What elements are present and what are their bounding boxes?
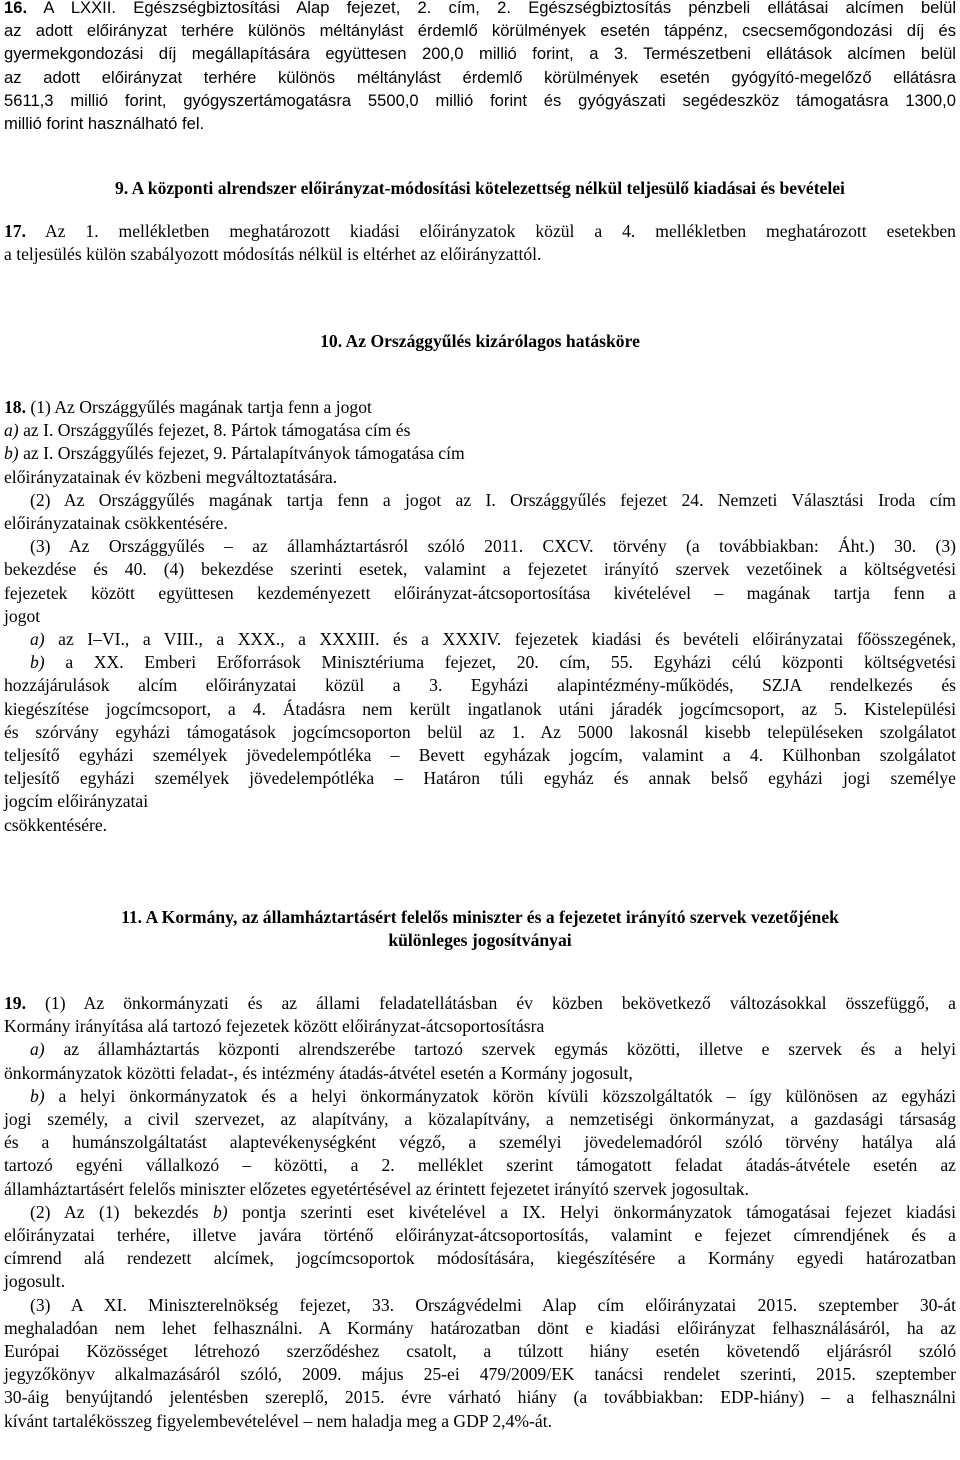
text-line: és a humánszolgáltatást alaptevékenységként végző, a személyi jövedelemadóról szóló törvény hatálya alá: [4, 1132, 956, 1153]
text-line: az adott előirányzat terhére különös méltánylást érdemlő körülmények esetén gyógyító-megelőző ellátásra: [4, 67, 956, 87]
text-line: előirányzatainak év közbeni megváltoztatására.: [4, 466, 338, 487]
text-line: Kormány irányítása alá tartozó fejezetek között előirányzat-átcsoportosításra: [4, 1016, 545, 1037]
point-marker: a): [30, 629, 45, 650]
text-line: előirányzatai terhére, illetve javára történő előirányzat-átcsoportosítás, valamint e fejezet címrendjének és a: [4, 1225, 956, 1246]
article-18: 18. (1) Az Országgyűlés magának tartja fenn a jogot a) az I. Országgyűlés fejezet, 8. Pártok támogatása cím és b) az I. Országgyűlés fejezet, 9. Pártalapítványok támogatása cím előirányzatainak év közbeni megváltoztatására. (2) Az Országgyűlés magának tartja fenn a jogot az I. Országgyűlés fejezet 24. Nemzeti Választási Iroda cím előirányzatainak csökkentésére. (3) Az Országgyűlés – az államháztartásról szóló 2011. CXCV. törvény (a továbbiakban: Áht.) 30. (3) bekezdése és 40. (4) bekezdése szerinti esetek, valamint a fejezetet irányító szervek vezetőinek a költségvetési fejezetek között együttesen kezdeményezett előirányzat-átcsoportosítása kivételével – magának tartja fenn a jogot a) az I–VI., a VIII., a XXX., a XXXIII. és a XXXIV. fejezetek kiadási és bevételi előirányzatai főösszegének, b) a XX. Emberi Erőforrások Minisztériuma fejezet, 20. cím, 55. Egyházi célú központi költségvetési hozzájárulások alcím előirányzatai közül a 3. Egyházi alapintézmény-működés, SZJA rendelkezés és kiegészítése jogcímcsoport, a 4. Átadásra nem került ingatlanok utáni járadék jogcímcsoport, az 5. Kistelepülési és szórvány egyházi támogatások jogcímcsoporton belül az 1. Az 5000 lakosnál kisebb településeken szolgálatot teljesítő egyházi személyek jövedelempótléka – Bevett egyházak jogcím, valamint a 4. Külhonban szolgálatot teljesítő egyházi személyek jövedelempótléka – Határon túli egyház és annak belső egyházi jogi személye jogcím előirányzatai csökkentésére.: [4, 396, 956, 837]
section-heading-10: 10. Az Országgyűlés kizárólagos hatásköre: [320, 331, 640, 351]
text-line: (3) A XI. Miniszterelnökség fejezet, 33. Országvédelmi Alap cím előirányzatai 2015. szeptember 30-át: [30, 1294, 956, 1315]
text-line: tartozó egyéni vállalkozó – közötti, a 2. melléklet szerint támogatott feladat átadás-átvétele esetén az: [4, 1155, 956, 1176]
text-line: jogcím előirányzatai: [4, 791, 149, 812]
text-line: millió forint használható fel.: [4, 114, 205, 134]
text-line: az adott előirányzat terhére különös méltánylást érdemlő körülmények esetén táppénz, csecsemőgondozási díj és: [4, 21, 956, 41]
point-marker: b): [212, 1201, 228, 1222]
text-line: 30-áig benyújtandó jelentésben szereplő, 2015. évre várható hiány (a továbbiakban: EDP-hiány) – a felhasználni: [4, 1387, 956, 1408]
point-marker: b): [30, 1085, 45, 1106]
section-heading-9: 9. A központi alrendszer előirányzat-módosítási kötelezettség nélkül teljesülő kiadásai és bevételei: [115, 178, 845, 198]
article-19: 19. (1) Az önkormányzati és az állami feladatellátásban év közben bekövetkező változásokkal összefüggő, a Kormány irányítása alá tartozó fejezetek között előirányzat-átcsoportosításra a) az államháztartás központi alrendszerébe tartozó szervek egymás közötti, illetve e szervek és a helyi önkormányzatok közötti feladat-, és intézmény átadás-átvétel esetén a Kormány jogosult, b) a helyi önkormányzatok és a helyi önkormányzatok körön kívüli közszolgáltatók – így különösen az egyházi jogi személy, a civil szervezet, az alapítvány, a közalapítvány, a nemzetiségi önkormányzat, a gazdasági társaság és a humánszolgáltatást alaptevékenységként végző, a személyi jövedelemadóról szóló törvény hatálya alá tartozó egyéni vállalkozó – közötti, a 2. melléklet szerint támogatott feladat átadás-átvétele esetén az államháztartásért felelős miniszter előzetes egyetértésével az érintett fejezetet irányító szervek jogosultak. (2) Az (1) bekezdés b) pontja szerinti eset kivételével a IX. Helyi önkormányzatok támogatásai fejezet kiadási előirányzatai terhére, illetve javára történő előirányzat-átcsoportosítás, valamint e fejezet címrendjének és a címrend alá rendezett alcímek, jogcímcsoportok módosítására, kiegészítésére a Kormány egyedi határozatban jogosult. (3) A XI. Miniszterelnökség fejezet, 33. Országvédelmi Alap cím előirányzatai 2015. szeptember 30-át meghaladóan nem lehet felhasználni. A Kormány határozatban dönt e kiadási előirányzat felhasználásáról, ha az Európai Közösséget létrehozó szerződéshez csatolt, a túlzott hiány esetén követendő eljárásról szóló jegyzőkönyv alkalmazásáról szóló, 2009. május 25-ei 479/2009/EK tanácsi rendelet szerinti, 2015. szeptember 30-áig benyújtandó jelentésben szereplő, 2015. évre várható hiány (a továbbiakban: EDP-hiány) – a felhasználni kívánt tartalékösszeg figyelembevételével – nem haladja meg a GDP 2,4%-át.: [4, 992, 956, 1433]
text-line: meghaladóan nem lehet felhasználni. A Kormány határozatban dönt e kiadási előirányzat felhasználásáról, ha az: [4, 1317, 956, 1338]
article-number: 17.: [4, 221, 26, 241]
text-line: A LXXII. Egészségbiztosítási Alap fejezet, 2. cím, 2. Egészségbiztosítás pénzbeli ellátásai alcímen belül: [43, 0, 956, 17]
article-17: 17. Az 1. mellékletben meghatározott kiadási előirányzatok közül a 4. mellékletben meghatározott esetekben a teljesülés külön szabályozott módosítás nélkül is eltérhet az előirányzattól.: [4, 220, 956, 266]
point-marker: a): [4, 420, 19, 441]
text-line: jegyzőkönyv alkalmazásáról szóló, 2009. május 25-ei 479/2009/EK tanácsi rendelet szerinti, 2015. szeptember: [4, 1364, 956, 1385]
text-line: fejezetek között együttesen kezdeményezett előirányzat-átcsoportosítása kivételével – magának tartja fenn a: [4, 582, 956, 603]
point-marker: b): [4, 443, 19, 464]
text-line: teljesítő egyházi személyek jövedelempótléka – Bevett egyházak jogcím, valamint a 4. Külhonban szolgálatot: [4, 745, 956, 766]
text-line: kívánt tartalékösszeg figyelembevételével – nem haladja meg a GDP 2,4%-át.: [4, 1410, 552, 1431]
section-heading-11: 11. A Kormány, az államháztartásért felelős miniszter és a fejezetet irányító szervek vezetőjének különleges jogosítványai: [121, 907, 839, 951]
text-line: bekezdése és 40. (4) bekezdése szerinti esetek, valamint a fejezetet irányító szervek vezetőinek a költségvetési: [4, 559, 956, 580]
text-line: (3) Az Országgyűlés – az államháztartásról szóló 2011. CXCV. törvény (a továbbiakban: Áht.) 30. (3): [30, 536, 956, 557]
point-marker: a): [30, 1039, 45, 1060]
article-number: 18.: [4, 397, 26, 417]
article-number: 16.: [4, 0, 28, 17]
text-line: címrend alá rendezett alcímek, jogcímcsoportok módosítására, kiegészítésére a Kormány egyedi határozatban: [4, 1248, 956, 1269]
text-line: csökkentésére.: [4, 814, 108, 835]
article-16: [4, 0, 956, 135]
text-line: 5611,3 millió forint, gyógyszertámogatásra 5500,0 millió forint és gyógyászati segédeszköz támogatásra 1300,0: [4, 90, 956, 110]
text-line: gyermekgondozási díj megállapítására együttesen 200,0 millió forint, a 3. Természetbeni ellátások alcímen belül: [4, 44, 956, 64]
text-line: hozzájárulások alcím előirányzatai közül a 3. Egyházi alapintézmény-működés, SZJA rendelkezés és: [4, 675, 956, 696]
text-line: jogot: [4, 605, 41, 626]
text-line: és szórvány egyházi támogatások jogcímcsoporton belül az 1. Az 5000 lakosnál kisebb településeken szolgálatot: [4, 721, 956, 742]
text-line: (2) Az Országgyűlés magának tartja fenn a jogot az I. Országgyűlés fejezet 24. Nemzeti Választási Iroda cím: [30, 489, 956, 510]
text-line: jogi személy, a civil szervezet, az alapítvány, a közalapítvány, a nemzetiségi önkormányzat, a gazdasági társaság: [4, 1109, 956, 1130]
text-line: önkormányzatok közötti feladat-, és intézmény átadás-átvétel esetén a Kormány jogosult,: [4, 1062, 633, 1083]
article-number: 19.: [4, 993, 26, 1013]
text-line: kiegészítése jogcímcsoport, a 4. Átadásra nem került ingatlanok utáni járadék jogcímcsoport, az 5. Kistelepülési: [4, 698, 956, 719]
point-marker: b): [30, 652, 45, 673]
text-line: államháztartásért felelős miniszter előzetes egyetértésével az érintett fejezetet irányító szervek jogosultak.: [4, 1178, 749, 1199]
text-line: teljesítő egyházi személyek jövedelempótléka – Határon túli egyház és annak belső egyházi jogi személye: [4, 768, 956, 789]
text-line: előirányzatainak csökkentésére.: [4, 513, 228, 534]
text-line: jogosult.: [4, 1271, 66, 1292]
text-line: a teljesülés külön szabályozott módosítás nélkül is eltérhet az előirányzattól.: [4, 244, 542, 265]
text-line: Európai Közösséget létrehozó szerződéshez csatolt, a túlzott hiány esetén követendő eljárásról szóló: [4, 1341, 956, 1362]
